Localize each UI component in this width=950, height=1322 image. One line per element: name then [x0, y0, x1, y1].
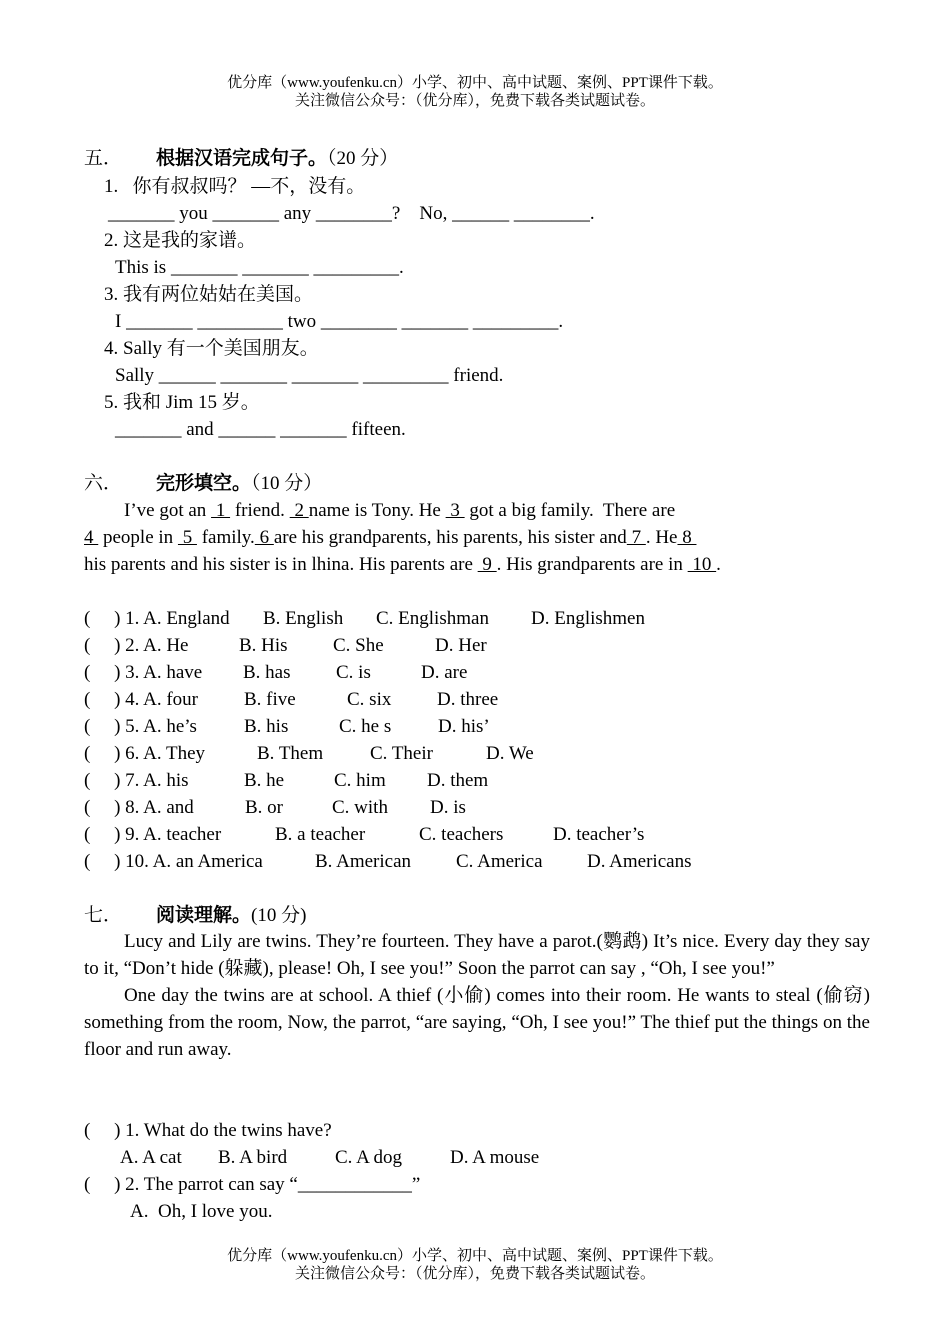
section-title: 阅读理解。	[156, 905, 252, 926]
s5-item-1-cn: 1. 你有叔叔吗？ —不，没有。	[104, 176, 366, 197]
option-c: C. six	[347, 689, 392, 710]
cloze-text: his parents and his sister is in lhina. His parents are	[84, 554, 478, 575]
cloze-question-7	[84, 770, 488, 792]
s5-item-4-en: Sally ______ _______ _______ _________ friend.	[115, 365, 504, 386]
header-line-2: 关注微信公众号：（优分库），免费下载各类试题试卷。	[294, 93, 655, 109]
cloze-text: got a big family. There are	[464, 500, 676, 521]
cloze-question-9	[84, 824, 644, 846]
option-d: D. A mouse	[450, 1147, 540, 1168]
cloze-blank-7: 7	[626, 527, 646, 548]
s5-item-5-cn: 5. 我和 Jim 15 岁。	[104, 392, 260, 413]
cloze-text: family.	[196, 527, 255, 548]
option-c: C. he s	[339, 716, 392, 737]
option-a: ( ) 2. A. He	[84, 635, 189, 656]
cloze-blank-1: 1	[211, 500, 231, 521]
section-7-heading	[84, 905, 306, 927]
cloze-line-1	[124, 500, 675, 522]
s5-item-5-en: _______ and ______ _______ fifteen.	[115, 419, 406, 440]
option-c: C. is	[336, 662, 371, 683]
option-a: ( ) 5. A. he’s	[84, 716, 197, 737]
page-footer	[0, 1247, 950, 1283]
cloze-blank-6: 6	[254, 527, 274, 548]
s5-item-3-cn: 3. 我有两位姑姑在美国。	[104, 284, 314, 305]
cloze-blank-9: 9	[477, 554, 497, 575]
option-c: C. Englishman	[376, 608, 489, 629]
section-title: 根据汉语完成句子。	[156, 148, 328, 169]
cloze-blank-3: 3	[445, 500, 465, 521]
option-a: ( ) 4. A. four	[84, 689, 198, 710]
page-header	[0, 74, 950, 110]
option-b: B. His	[239, 635, 288, 656]
option-b: B. a teacher	[275, 824, 366, 845]
cloze-question-3	[84, 662, 467, 684]
option-c: C. Their	[370, 743, 433, 764]
section-number: 七．	[84, 905, 123, 926]
option-a: ( ) 6. A. They	[84, 743, 206, 764]
cloze-text: .	[716, 554, 721, 575]
cloze-question-1	[84, 608, 645, 630]
cloze-question-8	[84, 797, 466, 819]
option-b: B. his	[244, 716, 289, 737]
option-d: D. three	[437, 689, 499, 710]
reading-question-1: ( ) 1. What do the twins have?	[84, 1120, 332, 1141]
option-c: C. She	[333, 635, 384, 656]
option-a: ( ) 9. A. teacher	[84, 824, 222, 845]
cloze-line-3	[84, 554, 721, 576]
s5-item-1-en: _______ you _______ any ________? No, ______ ________.	[108, 203, 595, 224]
section-number: 五．	[84, 148, 123, 169]
cloze-text: friend.	[230, 500, 290, 521]
section-number: 六．	[84, 473, 123, 494]
option-a: ( ) 10. A. an America	[84, 851, 263, 872]
option-b: B. American	[315, 851, 412, 872]
cloze-question-5	[84, 716, 490, 738]
cloze-blank-10: 10	[687, 554, 717, 575]
option-d: D. teacher’s	[553, 824, 645, 845]
option-d: D. are	[421, 662, 468, 683]
option-d: D. We	[486, 743, 534, 764]
cloze-question-2	[84, 635, 487, 657]
option-b: B. Them	[257, 743, 324, 764]
option-b: B. he	[244, 770, 285, 791]
section-score: （10 分）	[251, 473, 323, 494]
cloze-text: I’ve got an	[124, 500, 212, 521]
reading-question-1-options	[120, 1147, 539, 1169]
section-score: (10 分)	[251, 905, 307, 926]
section-6-heading	[84, 473, 322, 495]
cloze-blank-4: 4	[84, 527, 99, 548]
cloze-text: people in	[98, 527, 178, 548]
cloze-text: name is Tony. He	[308, 500, 446, 521]
reading-passage	[84, 928, 870, 1063]
cloze-text: . His grandparents are in	[496, 554, 688, 575]
option-c: C. him	[334, 770, 386, 791]
header-line-1: 优分库（www.youfenku.cn）小学、初中、高中试题、案例、PPT课件下载。	[227, 75, 723, 91]
option-a: ( ) 3. A. have	[84, 662, 203, 683]
cloze-text: . He	[645, 527, 678, 548]
footer-line-1: 优分库（www.youfenku.cn）小学、初中、高中试题、案例、PPT课件下载。	[227, 1248, 723, 1264]
option-c: C. America	[456, 851, 543, 872]
option-d: D. Englishmen	[531, 608, 645, 629]
cloze-text: are his grandparents, his parents, his sister and	[273, 527, 627, 548]
option-b: B. or	[245, 797, 283, 818]
option-d: D. them	[427, 770, 489, 791]
option-a: ( ) 7. A. his	[84, 770, 189, 791]
section-title: 完形填空。	[156, 473, 252, 494]
option-b: B. English	[263, 608, 344, 629]
option-a: A. A cat	[120, 1147, 182, 1168]
option-d: D. his’	[438, 716, 490, 737]
cloze-question-4	[84, 689, 498, 711]
option-b: B. has	[243, 662, 291, 683]
reading-question-2: ( ) 2. The parrot can say “____________”	[84, 1174, 421, 1195]
cloze-question-6	[84, 743, 534, 765]
cloze-question-10	[84, 851, 691, 873]
option-d: D. is	[430, 797, 466, 818]
cloze-blank-5: 5	[177, 527, 197, 548]
option-b: B. A bird	[218, 1147, 288, 1168]
option-c: C. A dog	[335, 1147, 403, 1168]
footer-line-2: 关注微信公众号：（优分库），免费下载各类试题试卷。	[294, 1266, 655, 1282]
option-d: D. Americans	[587, 851, 692, 872]
cloze-blank-8: 8	[677, 527, 697, 548]
option-a: ( ) 8. A. and	[84, 797, 194, 818]
cloze-line-2	[84, 527, 696, 549]
option-a: ( ) 1. A. England	[84, 608, 230, 629]
passage-paragraph-2: One day the twins are at school. A thief (小偷) comes into their room. He wants to steal (偷窃) something from the room, Now, the parrot, “are saying, “Oh, I see you!” The thief put the things on the floor and run away.	[84, 985, 870, 1060]
s5-item-4-cn: 4. Sally 有一个美国朋友。	[104, 338, 319, 359]
passage-paragraph-1: Lucy and Lily are twins. They’re fourteen. They have a parot.(鹦鹉) It’s nice. Every day they say to it, “Don’t hide (躲藏), please! Oh, I see you!” Soon the parrot can say , “Oh, I see you!”	[84, 931, 870, 979]
section-5-heading	[84, 148, 398, 170]
option-c: C. with	[332, 797, 388, 818]
s5-item-2-cn: 2. 这是我的家谱。	[104, 230, 257, 251]
cloze-blank-2: 2	[289, 500, 309, 521]
reading-question-2-option-a: A. Oh, I love you.	[130, 1201, 273, 1222]
s5-item-2-en: This is _______ _______ _________.	[115, 257, 404, 278]
section-score: （20 分）	[327, 148, 399, 169]
option-d: D. Her	[435, 635, 487, 656]
option-c: C. teachers	[419, 824, 504, 845]
s5-item-3-en: I _______ _________ two ________ _______ _________.	[115, 311, 564, 332]
option-b: B. five	[244, 689, 296, 710]
